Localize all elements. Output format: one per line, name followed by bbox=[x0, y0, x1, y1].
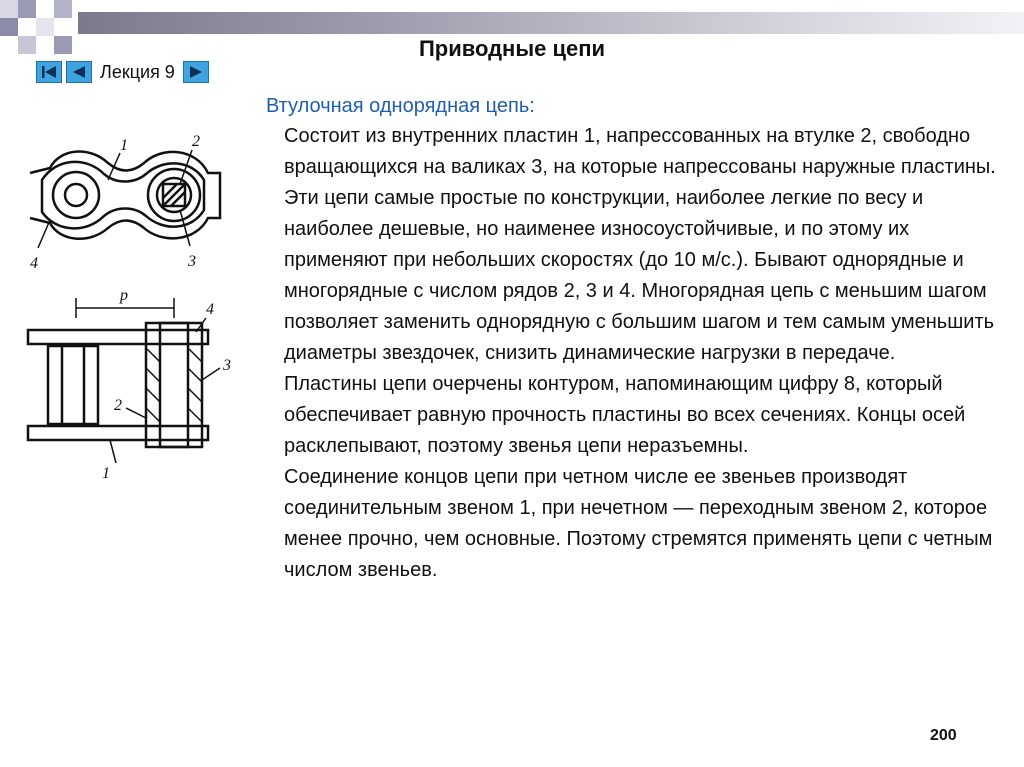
decor-square bbox=[18, 0, 36, 18]
figure-label: p bbox=[120, 287, 128, 304]
paragraph: Состоит из внутренних пластин 1, напрессованных на втулке 2, свободно вращающихся на валиках 3, на которые напрессованы наружные пластины. bbox=[284, 125, 996, 178]
decor-square bbox=[0, 0, 18, 18]
next-slide-button[interactable] bbox=[183, 61, 209, 83]
figure-label: 3 bbox=[223, 357, 231, 374]
lecture-navigation bbox=[36, 60, 209, 84]
next-icon bbox=[187, 65, 205, 79]
figure-label: 3 bbox=[188, 253, 196, 270]
prev-slide-button[interactable] bbox=[66, 61, 92, 83]
paragraph: Пластины цепи очерчены контуром, напоминающим цифру 8, который обеспечивает равную прочность пластины во всех сечениях. Концы осей расклепывают, поэтому звенья цепи неразъемны. bbox=[284, 373, 966, 457]
section-subtitle: Втулочная однорядная цепь: bbox=[266, 95, 535, 117]
figure-label: 4 bbox=[30, 255, 38, 272]
paragraph: Соединение концов цепи при четном числе ее звеньев производят соединительным звеном 1, при нечетном — переходным звеном 2, которое менее прочно, чем основные. Поэтому стремятся применять цепи с четным числом звеньев. bbox=[284, 466, 993, 581]
figure-label: 1 bbox=[120, 137, 128, 154]
figure-label: 2 bbox=[114, 397, 122, 414]
paragraph: Эти цепи самые простые по конструкции, наиболее легкие по весу и наиболее дешевые, но наименее износоустойчивые, и по этому их применяют при небольших скоростях (до 10 м/с.). Бывают однорядные и многорядные с числом рядов 2, 3 и 4. Многорядная цепь с меньшим шагом позволяет заменить однорядную с большим шагом и тем самым уменьшить диаметры звездочек, снизить динамические нагрузки в передаче. bbox=[284, 187, 995, 364]
figure-label: 4 bbox=[206, 301, 214, 318]
chain-drawing bbox=[20, 118, 240, 488]
roller-circle bbox=[53, 172, 99, 218]
page-number: 200 bbox=[930, 727, 957, 744]
figure-label: 1 bbox=[102, 465, 110, 482]
first-slide-button[interactable] bbox=[36, 61, 62, 83]
first-icon bbox=[40, 65, 58, 79]
prev-icon bbox=[70, 65, 88, 79]
outer-plate-bottom bbox=[28, 426, 208, 440]
decor-square bbox=[54, 0, 72, 18]
header-gradient-stripe bbox=[78, 12, 1024, 34]
pin-bushing bbox=[146, 323, 202, 447]
decor-square bbox=[0, 18, 18, 36]
outer-plate-top bbox=[28, 330, 208, 344]
body-text bbox=[284, 121, 1014, 586]
decor-square bbox=[36, 18, 54, 36]
figure-label: 2 bbox=[192, 133, 200, 150]
lecture-label: Лекция 9 bbox=[100, 61, 175, 82]
slide-title: Приводные цепи bbox=[418, 36, 606, 61]
